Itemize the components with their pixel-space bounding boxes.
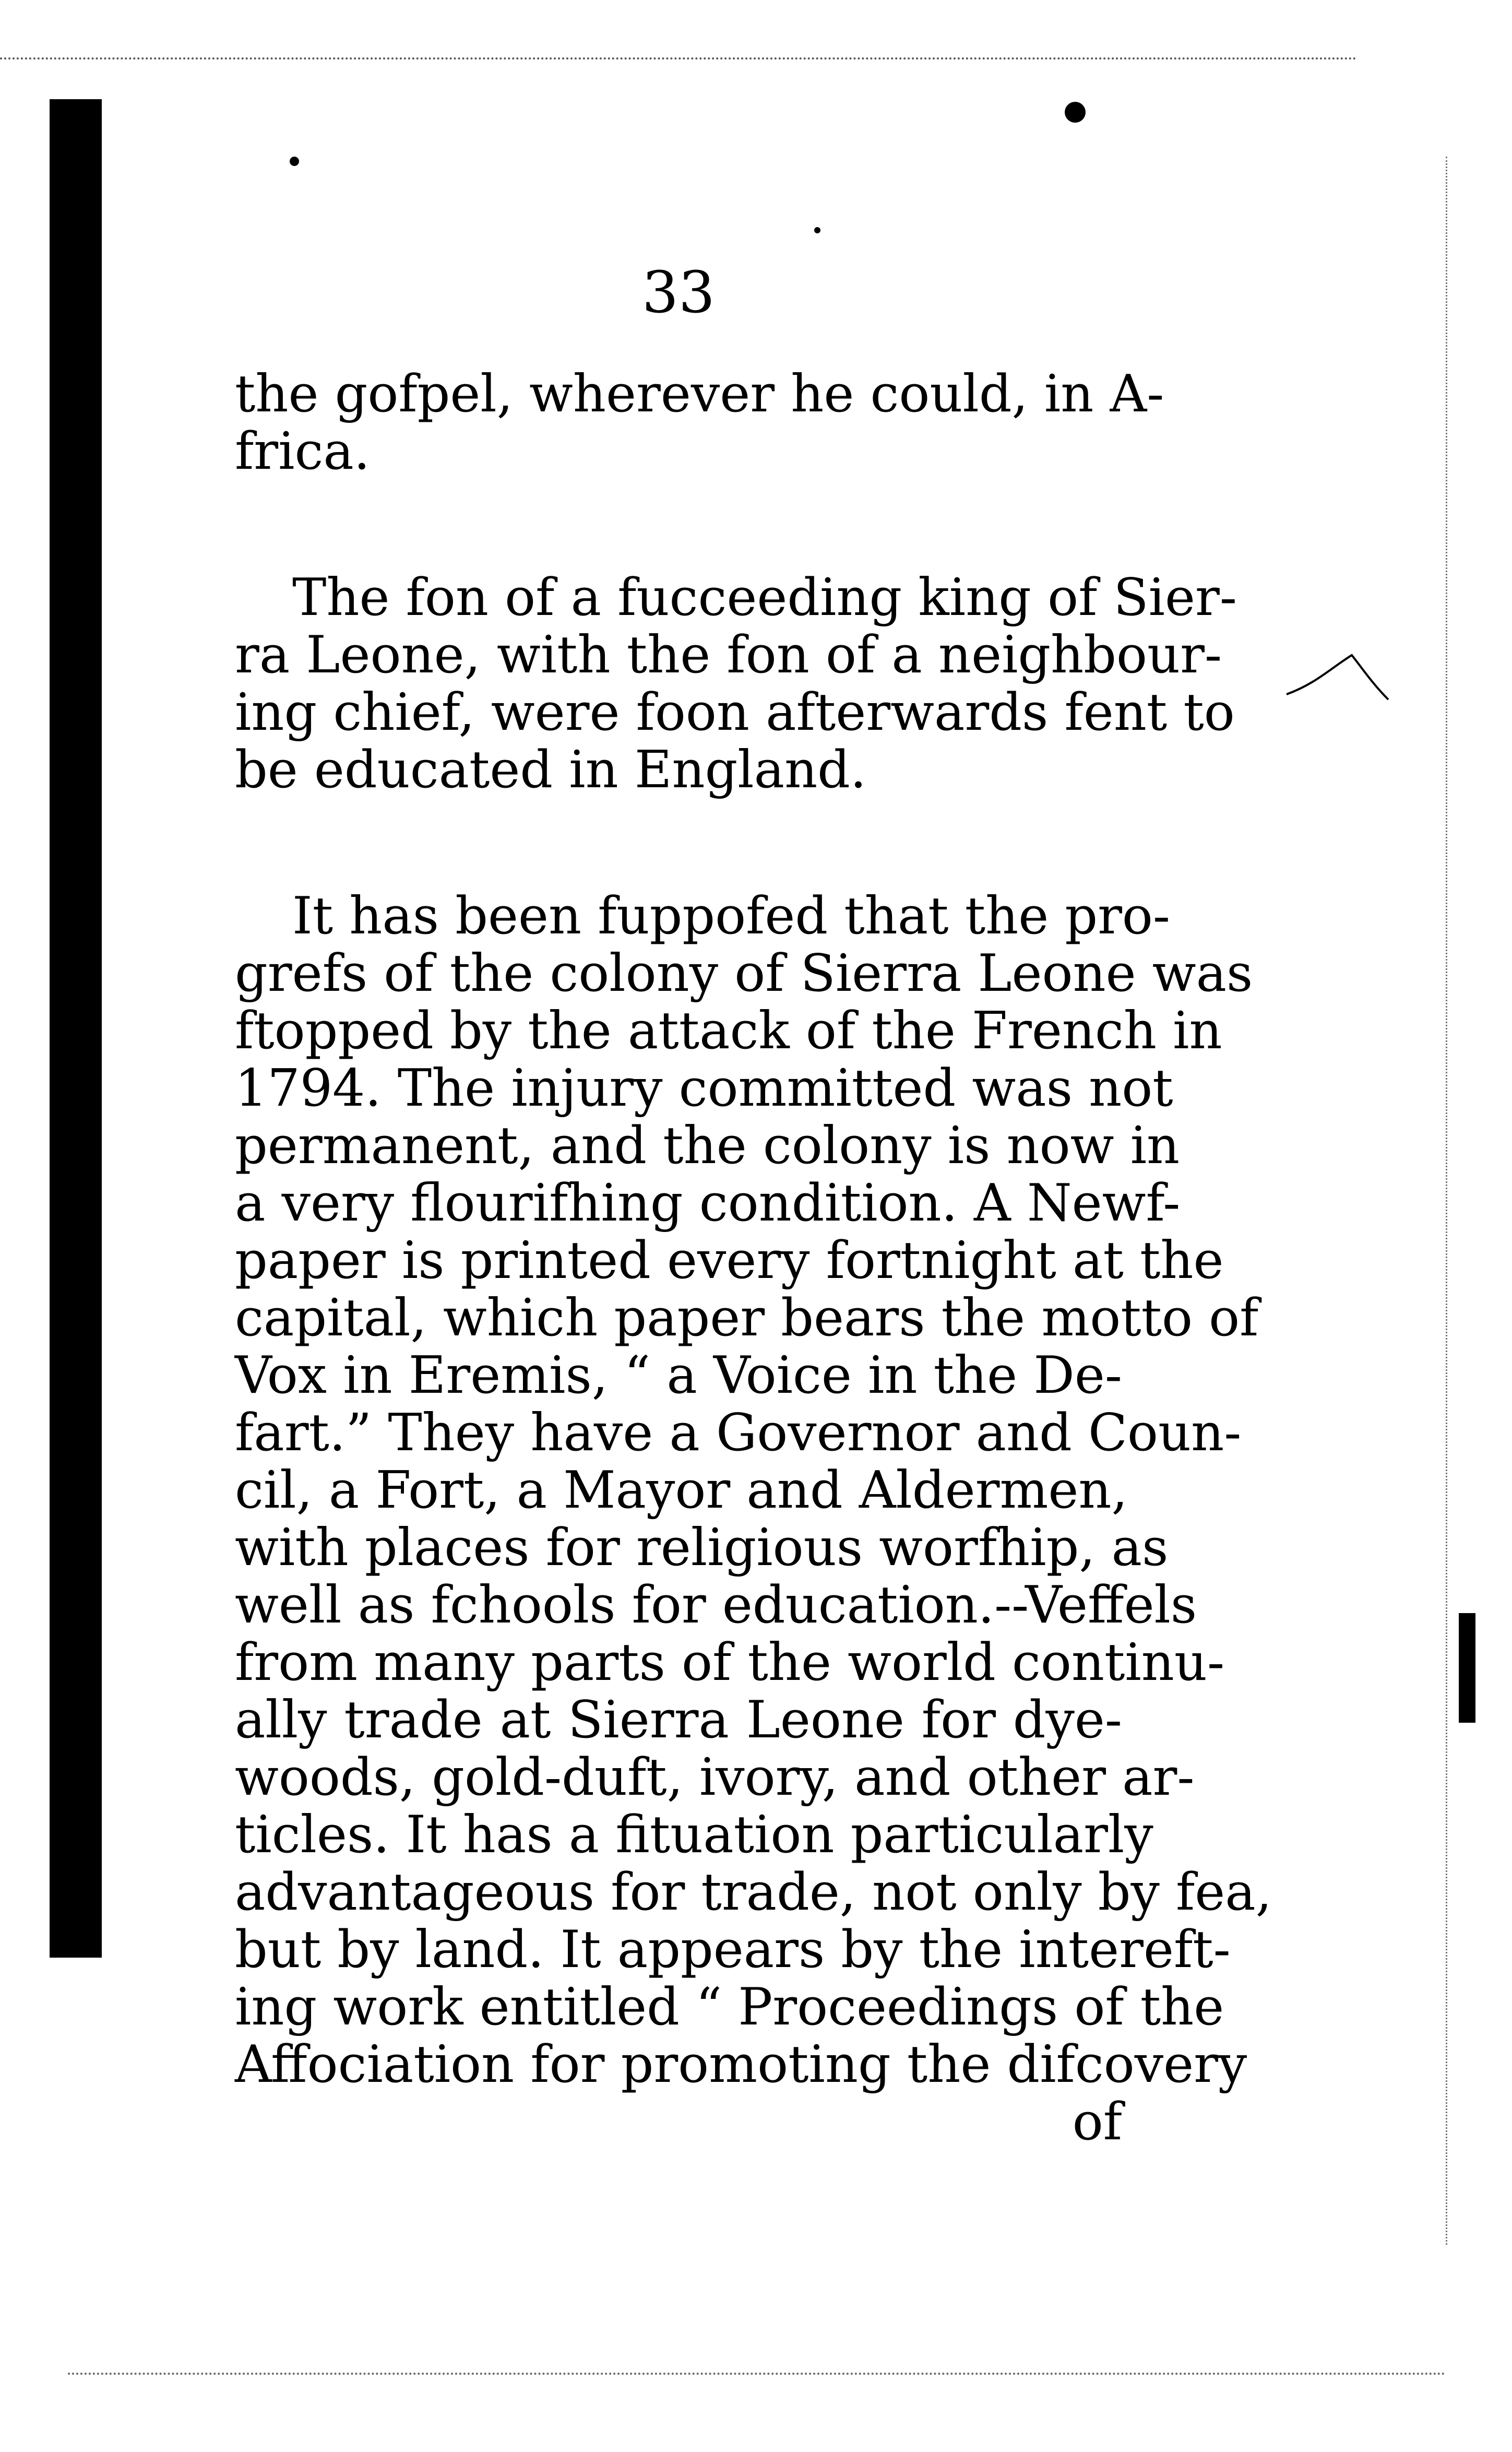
binding-shadow-bar	[50, 99, 102, 1958]
paragraph-gap	[235, 480, 1122, 569]
text-line: be educated in England.	[235, 740, 867, 800]
text-line: cil, a Fort, a Mayor and Aldermen,	[235, 1461, 1128, 1520]
margin-pen-mark	[1284, 647, 1404, 705]
text-line: permanent, and the colony is now in	[235, 1116, 1180, 1176]
text-line: 1794. The injury committed was not	[235, 1059, 1173, 1118]
text-line: with places for religious worfhip, as	[235, 1518, 1169, 1578]
bottom-edge-scan-noise	[68, 2373, 1446, 2380]
text-line: but by land. It appears by the intereft-	[235, 1920, 1231, 1980]
text-line: woods, gold-duft, ivory, and other ar-	[235, 1748, 1195, 1807]
text-line: ticles. It has a fituation particularly	[235, 1805, 1153, 1865]
body-text	[235, 364, 1272, 2152]
top-edge-scan-noise	[0, 57, 1357, 65]
page-number: 33	[642, 259, 715, 326]
right-edge-scan-noise	[1446, 157, 1449, 2245]
ink-speck	[1065, 102, 1086, 123]
text-line: from many parts of the world continu-	[235, 1633, 1225, 1692]
text-line: the gofpel, wherever he could, in A-	[235, 364, 1164, 424]
text-line: fart.” They have a Governor and Coun-	[235, 1403, 1242, 1463]
text-line: paper is printed every fortnight at the	[235, 1231, 1224, 1290]
catchword: of	[1072, 2092, 1122, 2152]
paragraph-1	[235, 364, 1164, 481]
text-line: advantageous for trade, not only by fea,	[235, 1863, 1272, 1922]
ink-speck	[814, 227, 820, 233]
paragraph-gap	[235, 799, 1122, 887]
text-line: ing work entitled “ Proceedings of the	[235, 1977, 1224, 2037]
text-line: a very flourifhing condition. A Newf-	[235, 1174, 1181, 1233]
paragraph-3	[235, 886, 1272, 2094]
text-line: It has been fuppofed that the pro-	[292, 886, 1171, 946]
text-line: well as fchools for education.--Veffels	[235, 1576, 1197, 1635]
text-line: Affociation for promoting the difcovery	[235, 2035, 1247, 2094]
text-line: grefs of the colony of Sierra Leone was	[235, 944, 1253, 1003]
ink-speck	[290, 157, 299, 166]
right-edge-ink-mark	[1459, 1613, 1475, 1723]
text-line: frica.	[235, 422, 370, 481]
text-line: capital, which paper bears the motto of	[235, 1288, 1259, 1348]
text-line: ra Leone, with the fon of a neighbour-	[235, 625, 1222, 685]
text-line: The fon of a fucceeding king of Sier-	[292, 568, 1237, 627]
text-line: Vox in Eremis, “ a Voice in the De-	[235, 1346, 1122, 1405]
paragraph-2	[235, 568, 1237, 800]
text-line: ally trade at Sierra Leone for dye-	[235, 1690, 1122, 1750]
text-line: ing chief, were foon afterwards fent to	[235, 683, 1235, 742]
text-line: ftopped by the attack of the French in	[235, 1001, 1222, 1061]
